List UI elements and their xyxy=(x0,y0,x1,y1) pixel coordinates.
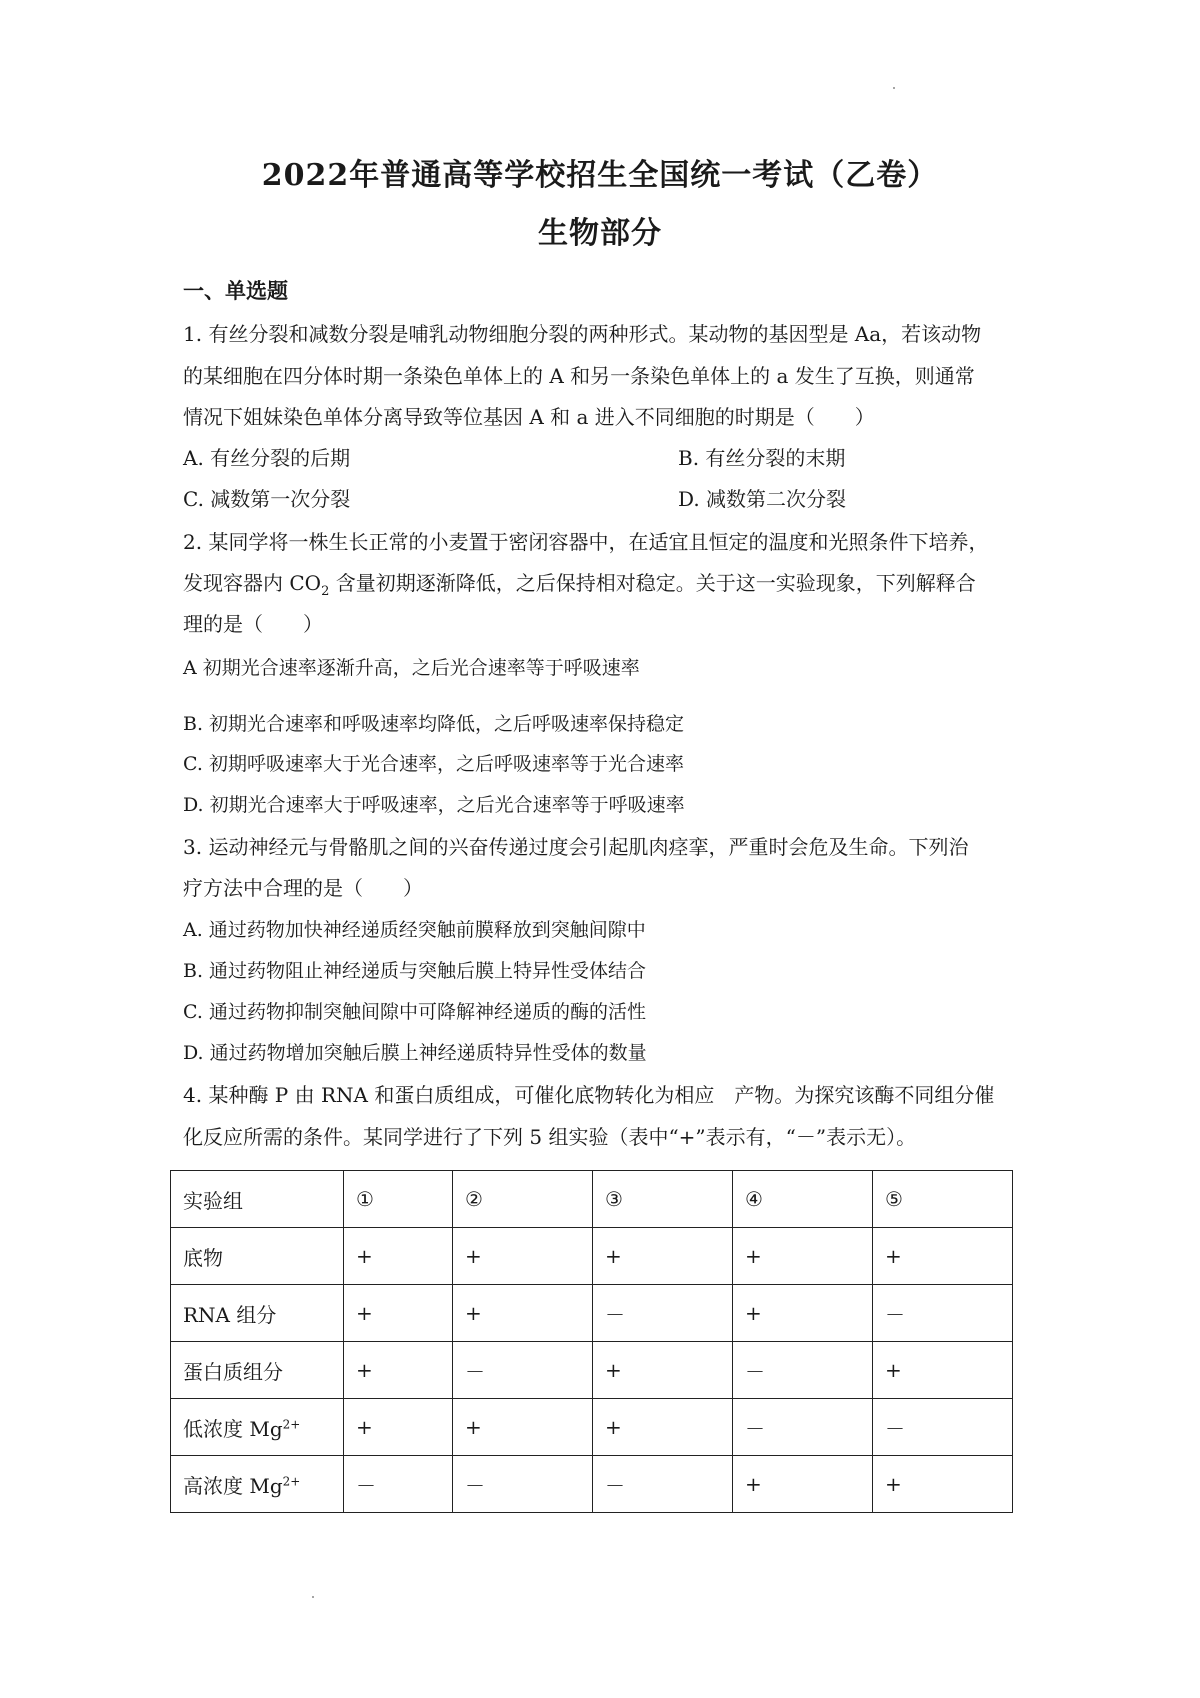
table-header-cell: ② xyxy=(453,1171,593,1228)
table-cell: + xyxy=(593,1228,733,1285)
q2-option-b[interactable]: B. 初期光合速率和呼吸速率均降低，之后呼吸速率保持稳定 xyxy=(183,713,685,735)
table-cell: + xyxy=(344,1285,453,1342)
table-cell: － xyxy=(873,1399,1013,1456)
q4-stem-line: 4. 某种酶 P 由 RNA 和蛋白质组成，可催化底物转化为相应 产物。为探究该酶不同组分催 xyxy=(183,1083,995,1107)
scan-speck xyxy=(312,1596,314,1598)
table-cell: － xyxy=(733,1399,873,1456)
q2-option-d[interactable]: D. 初期光合速率大于呼吸速率，之后光合速率等于呼吸速率 xyxy=(183,794,685,816)
q1-option-c[interactable]: C. 减数第一次分裂 xyxy=(183,487,351,511)
q1-stem-line: 的某细胞在四分体时期一条染色单体上的 A 和另一条染色单体上的 a 发生了互换，则通常 xyxy=(183,364,975,388)
table-cell: + xyxy=(733,1456,873,1513)
q3-stem-line: 3. 运动神经元与骨骼肌之间的兴奋传递过度会引起肌肉痉挛，严重时会危及生命。下列治 xyxy=(183,835,969,859)
row-label: 蛋白质组分 xyxy=(171,1342,344,1399)
table-cell: － xyxy=(873,1285,1013,1342)
q1-stem-line: 1. 有丝分裂和减数分裂是哺乳动物细胞分裂的两种形式。某动物的基因型是 Aa，若该动物 xyxy=(183,322,982,346)
table-cell: － xyxy=(593,1456,733,1513)
q3-stem-line: 疗方法中合理的是（ ） xyxy=(183,876,423,900)
table-cell: + xyxy=(873,1228,1013,1285)
q2-stem-line: 2. 某同学将一株生长正常的小麦置于密闭容器中，在适宜且恒定的温度和光照条件下培养， xyxy=(183,530,989,554)
row-label: 底物 xyxy=(171,1228,344,1285)
q1-stem-line: 情况下姐妹染色单体分离导致等位基因 A 和 a 进入不同细胞的时期是（ ） xyxy=(183,405,875,429)
exam-subtitle: 生物部分 xyxy=(538,216,662,251)
q1-option-a[interactable]: A. 有丝分裂的后期 xyxy=(183,446,351,470)
table-cell: － xyxy=(733,1342,873,1399)
table-cell: + xyxy=(873,1456,1013,1513)
table-header-cell: ③ xyxy=(593,1171,733,1228)
q3-option-a[interactable]: A. 通过药物加快神经递质经突触前膜释放到突触间隙中 xyxy=(183,919,646,941)
q1-option-d[interactable]: D. 减数第二次分裂 xyxy=(678,487,847,511)
table-cell: + xyxy=(453,1285,593,1342)
table-cell: + xyxy=(344,1399,453,1456)
table-row xyxy=(171,1228,1013,1285)
row-label: 低浓度 $Mg^{2+}$ xyxy=(171,1399,344,1456)
q1-option-b[interactable]: B. 有丝分裂的末期 xyxy=(678,446,846,470)
q2-option-c[interactable]: C. 初期呼吸速率大于光合速率，之后呼吸速率等于光合速率 xyxy=(183,753,684,775)
table-header-cell: ④ xyxy=(733,1171,873,1228)
table-cell: + xyxy=(344,1228,453,1285)
exam-title: 2022年普通高等学校招生全国统一考试（乙卷） xyxy=(261,158,939,193)
table-cell: + xyxy=(344,1342,453,1399)
table-cell: － xyxy=(453,1456,593,1513)
table-header-cell: 实验组 xyxy=(171,1171,344,1228)
table-header-row xyxy=(171,1171,1013,1228)
table-row xyxy=(171,1456,1013,1513)
table-cell: + xyxy=(733,1228,873,1285)
table-row xyxy=(171,1342,1013,1399)
q2-stem-line: 理的是（ ） xyxy=(183,612,323,636)
table-cell: + xyxy=(593,1399,733,1456)
table-cell: － xyxy=(593,1285,733,1342)
table-cell: + xyxy=(453,1399,593,1456)
table-row xyxy=(171,1285,1013,1342)
table-cell: + xyxy=(593,1342,733,1399)
row-label: RNA 组分 xyxy=(171,1285,344,1342)
table-cell: － xyxy=(344,1456,453,1513)
table-row xyxy=(171,1399,1013,1456)
experiment-table xyxy=(170,1170,1013,1513)
q3-option-d[interactable]: D. 通过药物增加突触后膜上神经递质特异性受体的数量 xyxy=(183,1042,647,1064)
q3-option-b[interactable]: B. 通过药物阻止神经递质与突触后膜上特异性受体结合 xyxy=(183,960,647,982)
table-cell: + xyxy=(453,1228,593,1285)
section-heading: 一、单选题 xyxy=(183,278,288,303)
table-header-cell: ① xyxy=(344,1171,453,1228)
row-label: 高浓度 $Mg^{2+}$ xyxy=(171,1456,344,1513)
table-cell: + xyxy=(733,1285,873,1342)
scan-speck xyxy=(893,87,895,89)
table-header-cell: ⑤ xyxy=(873,1171,1013,1228)
q2-stem-line: 发现容器内 $CO_2$ 含量初期逐渐降低，之后保持相对稳定。关于这一实验现象，下列解释合 xyxy=(183,571,976,599)
table-cell: + xyxy=(873,1342,1013,1399)
q3-option-c[interactable]: C. 通过药物抑制突触间隙中可降解神经递质的酶的活性 xyxy=(183,1001,646,1023)
q2-option-a[interactable]: A 初期光合速率逐渐升高，之后光合速率等于呼吸速率 xyxy=(183,657,640,679)
q4-stem-line: 化反应所需的条件。某同学进行了下列 5 组实验（表中“+”表示有，“－”表示无）。 xyxy=(183,1125,917,1149)
table-cell: － xyxy=(453,1342,593,1399)
